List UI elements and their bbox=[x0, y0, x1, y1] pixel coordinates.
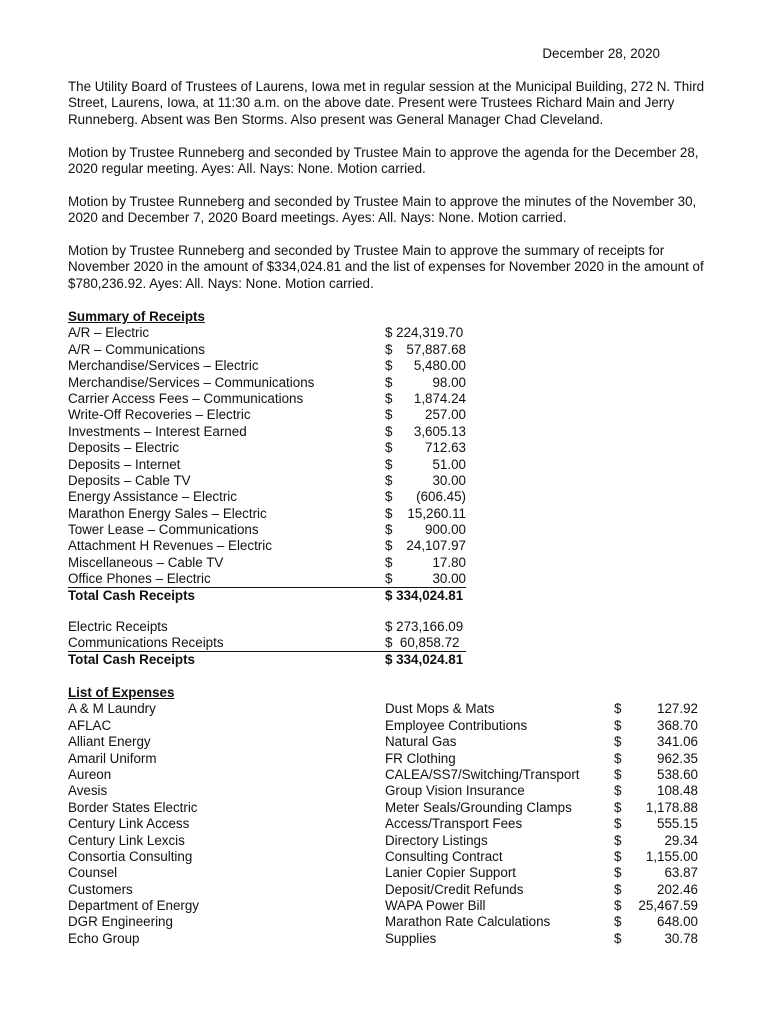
expense-dollar-sign: $ bbox=[614, 865, 622, 881]
expense-dollar-sign: $ bbox=[614, 734, 622, 750]
expense-dollar-sign: $ bbox=[614, 717, 622, 733]
receipt-row bbox=[68, 440, 466, 456]
receipts-total-label: Total Cash Receipts bbox=[68, 587, 195, 603]
expense-amount: 29.34 bbox=[664, 832, 698, 848]
receipt-row bbox=[68, 358, 466, 374]
receipt-label: Office Phones – Electric bbox=[68, 571, 385, 587]
expense-description: Marathon Rate Calculations bbox=[385, 914, 551, 930]
expense-vendor: Century Link Lexcis bbox=[68, 832, 185, 848]
receipt-row bbox=[68, 506, 466, 522]
agenda-motion-paragraph: Motion by Trustee Runneberg and seconded by Trustee Main to approve the agenda for the December 28, 2020 regular meeting. Ayes: All. Nays: None. Motion carried. bbox=[68, 145, 699, 177]
receipt-row bbox=[68, 457, 466, 473]
expense-vendor: A & M Laundry bbox=[68, 701, 156, 717]
receipt-amount: 51.00 bbox=[432, 456, 466, 472]
expense-description: Deposit/Credit Refunds bbox=[385, 881, 524, 897]
expense-dollar-sign: $ bbox=[614, 832, 622, 848]
receipt-dollar-sign: $ bbox=[385, 456, 393, 472]
expense-dollar-sign: $ bbox=[614, 898, 622, 914]
expense-dollar-sign: $ bbox=[614, 701, 622, 717]
receipt-row bbox=[68, 325, 466, 341]
department-total-amount: $ 334,024.81 bbox=[385, 651, 464, 667]
receipt-dollar-sign: $ bbox=[385, 390, 393, 406]
receipt-row bbox=[68, 391, 466, 407]
expense-amount: 63.87 bbox=[664, 865, 698, 881]
expense-description: Access/Transport Fees bbox=[385, 816, 523, 832]
expense-dollar-sign: $ bbox=[614, 881, 622, 897]
receipt-dollar-sign: $ bbox=[385, 554, 393, 570]
expense-row bbox=[68, 767, 698, 783]
expense-amount: 555.15 bbox=[657, 816, 698, 832]
expense-vendor: Amaril Uniform bbox=[68, 750, 157, 766]
expense-description: Directory Listings bbox=[385, 832, 488, 848]
expense-row bbox=[68, 718, 698, 734]
receipt-label: A/R – Electric bbox=[68, 325, 150, 341]
expense-vendor: DGR Engineering bbox=[68, 914, 173, 930]
receipt-label: Deposits – Internet bbox=[68, 456, 181, 472]
receipt-dollar-sign: $ bbox=[385, 505, 393, 521]
expense-row bbox=[68, 701, 698, 717]
expense-amount: 108.48 bbox=[657, 783, 698, 799]
receipt-dollar-sign: $ bbox=[385, 358, 393, 374]
receipt-amount: 900.00 bbox=[425, 522, 466, 538]
receipt-label: Tower Lease – Communications bbox=[68, 522, 259, 538]
receipt-row bbox=[68, 538, 466, 554]
expense-vendor: Century Link Access bbox=[68, 816, 190, 832]
expense-amount: 1,178.88 bbox=[645, 799, 698, 815]
expense-dollar-sign: $ bbox=[614, 783, 622, 799]
expense-row bbox=[68, 800, 698, 816]
expense-amount: 202.46 bbox=[657, 881, 698, 897]
expense-row bbox=[68, 931, 698, 947]
receipt-amount: 15,260.11 bbox=[407, 505, 466, 521]
expense-vendor: AFLAC bbox=[68, 717, 112, 733]
receipts-total-row bbox=[68, 588, 466, 604]
expense-vendor: Border States Electric bbox=[68, 799, 198, 815]
expense-rows bbox=[68, 701, 698, 947]
receipt-row bbox=[68, 375, 466, 391]
expense-amount: 648.00 bbox=[657, 914, 698, 930]
receipt-row bbox=[68, 522, 466, 538]
receipt-row bbox=[68, 571, 466, 587]
receipt-amount: 24,107.97 bbox=[406, 538, 466, 554]
expense-description: Lanier Copier Support bbox=[385, 865, 517, 881]
expense-vendor: Avesis bbox=[68, 783, 108, 799]
receipt-amount: 1,874.24 bbox=[413, 390, 466, 406]
expense-amount: 127.92 bbox=[657, 701, 698, 717]
expense-vendor: Department of Energy bbox=[68, 898, 199, 914]
expense-description: Supplies bbox=[385, 930, 437, 946]
expense-description: Consulting Contract bbox=[385, 848, 503, 864]
receipt-dollar-sign: $ bbox=[385, 571, 402, 587]
receipt-amount: 3,605.13 bbox=[413, 423, 466, 439]
expense-row bbox=[68, 751, 698, 767]
expense-description: FR Clothing bbox=[385, 750, 456, 766]
expense-amount: 1,155.00 bbox=[645, 848, 698, 864]
receipt-amount: 30.00 bbox=[402, 571, 466, 587]
expenses-heading: List of Expenses bbox=[68, 685, 175, 700]
expense-dollar-sign: $ bbox=[614, 766, 622, 782]
receipt-dollar-sign: $ bbox=[385, 423, 393, 439]
expense-row bbox=[68, 898, 698, 914]
receipt-label: Marathon Energy Sales – Electric bbox=[68, 505, 267, 521]
communications-receipts-row bbox=[68, 635, 466, 651]
expense-row bbox=[68, 783, 698, 799]
electric-receipts-label: Electric Receipts bbox=[68, 619, 168, 634]
receipt-amount: 57,887.68 bbox=[406, 341, 466, 357]
receipt-dollar-sign: $ bbox=[385, 538, 393, 554]
document-date: December 28, 2020 bbox=[542, 46, 660, 61]
expense-description: WAPA Power Bill bbox=[385, 898, 486, 914]
receipt-dollar-sign: $ bbox=[385, 407, 393, 423]
receipt-amount: 712.63 bbox=[425, 440, 466, 456]
expense-dollar-sign: $ bbox=[614, 816, 622, 832]
expense-row bbox=[68, 816, 698, 832]
receipt-row bbox=[68, 407, 466, 423]
expense-dollar-sign: $ bbox=[614, 750, 622, 766]
receipt-dollar-sign: $ bbox=[385, 440, 393, 456]
expense-description: Dust Mops & Mats bbox=[385, 701, 495, 717]
receipts-total-amount: $ 334,024.81 bbox=[385, 587, 464, 603]
expense-dollar-sign: $ bbox=[614, 848, 622, 864]
expense-row bbox=[68, 833, 698, 849]
expense-dollar-sign: $ bbox=[614, 799, 622, 815]
expense-amount: 25,467.59 bbox=[638, 898, 698, 914]
attendance-paragraph: The Utility Board of Trustees of Laurens, Iowa met in regular session at the Municipal Building, 272 N. Third Street, Laurens, Iowa, at 11:30 a.m. on the above date. Present were Trustees Richard Main and Jerry Runneberg. Absent was Ben Storms. Also present was General Manager Chad Cleveland. bbox=[68, 79, 705, 127]
receipt-label: Carrier Access Fees – Communications bbox=[68, 390, 304, 406]
receipt-dollar-sign: $ bbox=[385, 374, 393, 390]
expense-row bbox=[68, 882, 698, 898]
receipt-label: Energy Assistance – Electric bbox=[68, 489, 237, 505]
list-of-expenses bbox=[68, 685, 698, 947]
receipt-amount: 98.00 bbox=[432, 374, 466, 390]
expense-vendor: Counsel bbox=[68, 865, 118, 881]
receipt-label: Merchandise/Services – Communications bbox=[68, 374, 315, 390]
receipt-dollar-sign: $ bbox=[385, 522, 393, 538]
receipt-amount: 17.80 bbox=[432, 554, 466, 570]
receipt-amount: 257.00 bbox=[425, 407, 466, 423]
receipt-rows bbox=[68, 325, 466, 587]
receipt-row bbox=[68, 342, 466, 358]
receipt-label: Miscellaneous – Cable TV bbox=[68, 554, 224, 570]
communications-receipts-label: Communications Receipts bbox=[68, 635, 385, 651]
expense-description: CALEA/SS7/Switching/Transport bbox=[385, 766, 580, 782]
expense-row bbox=[68, 914, 698, 930]
expense-description: Employee Contributions bbox=[385, 717, 528, 733]
department-total-row bbox=[68, 652, 466, 668]
expense-description: Meter Seals/Grounding Clamps bbox=[385, 799, 572, 815]
expense-description: Group Vision Insurance bbox=[385, 783, 525, 799]
expense-amount: 368.70 bbox=[657, 717, 698, 733]
expense-vendor: Consortia Consulting bbox=[68, 848, 193, 864]
receipt-row bbox=[68, 555, 466, 571]
receipt-dollar-sign: $ bbox=[385, 489, 393, 505]
receipt-label: Write-Off Recoveries – Electric bbox=[68, 407, 251, 423]
expense-vendor: Alliant Energy bbox=[68, 734, 151, 750]
receipt-row bbox=[68, 473, 466, 489]
expense-vendor: Echo Group bbox=[68, 930, 140, 946]
receipt-row bbox=[68, 489, 466, 505]
receipt-row bbox=[68, 424, 466, 440]
receipt-label: Attachment H Revenues – Electric bbox=[68, 538, 272, 554]
expense-dollar-sign: $ bbox=[614, 914, 622, 930]
electric-receipts-row bbox=[68, 619, 466, 635]
expense-amount: 30.78 bbox=[664, 930, 698, 946]
receipt-amount: 30.00 bbox=[432, 472, 466, 488]
receipt-dollar-sign: $ bbox=[385, 472, 393, 488]
receipts-motion-paragraph: Motion by Trustee Runneberg and seconded by Trustee Main to approve the summary of receipts for November 2020 in the amount of $334,024.81 and the list of expenses for November 2020 in the amount of $780,236.92. Ayes: All. Nays: None. Motion carried. bbox=[68, 243, 704, 291]
minutes-motion-paragraph: Motion by Trustee Runneberg and seconded by Trustee Main to approve the minutes of the November 30, 2020 and December 7, 2020 Board meetings. Ayes: All. Nays: None. Motion carried. bbox=[68, 194, 697, 226]
expense-amount: 341.06 bbox=[657, 734, 698, 750]
expense-description: Natural Gas bbox=[385, 734, 457, 750]
receipt-amount: $ 224,319.70 bbox=[385, 325, 464, 341]
expense-row bbox=[68, 734, 698, 750]
summary-of-receipts bbox=[68, 309, 466, 604]
receipt-amount: (606.45) bbox=[416, 489, 466, 505]
receipt-label: Investments – Interest Earned bbox=[68, 423, 247, 439]
receipts-by-department bbox=[68, 619, 466, 668]
receipt-dollar-sign: $ bbox=[385, 341, 393, 357]
expense-amount: 962.35 bbox=[657, 750, 698, 766]
communications-receipts-amount: $ 60,858.72 bbox=[385, 635, 466, 651]
receipt-label: Deposits – Cable TV bbox=[68, 472, 191, 488]
electric-receipts-amount: $ 273,166.09 bbox=[385, 619, 464, 634]
expense-row bbox=[68, 865, 698, 881]
receipt-label: Deposits – Electric bbox=[68, 440, 179, 456]
department-total-label: Total Cash Receipts bbox=[68, 651, 195, 667]
expense-amount: 538.60 bbox=[657, 766, 698, 782]
expense-vendor: Aureon bbox=[68, 766, 112, 782]
receipt-label: Merchandise/Services – Electric bbox=[68, 358, 259, 374]
expense-dollar-sign: $ bbox=[614, 930, 622, 946]
expense-vendor: Customers bbox=[68, 881, 133, 897]
receipt-label: A/R – Communications bbox=[68, 341, 205, 357]
expense-row bbox=[68, 849, 698, 865]
receipt-amount: 5,480.00 bbox=[413, 358, 466, 374]
receipts-heading: Summary of Receipts bbox=[68, 309, 205, 324]
